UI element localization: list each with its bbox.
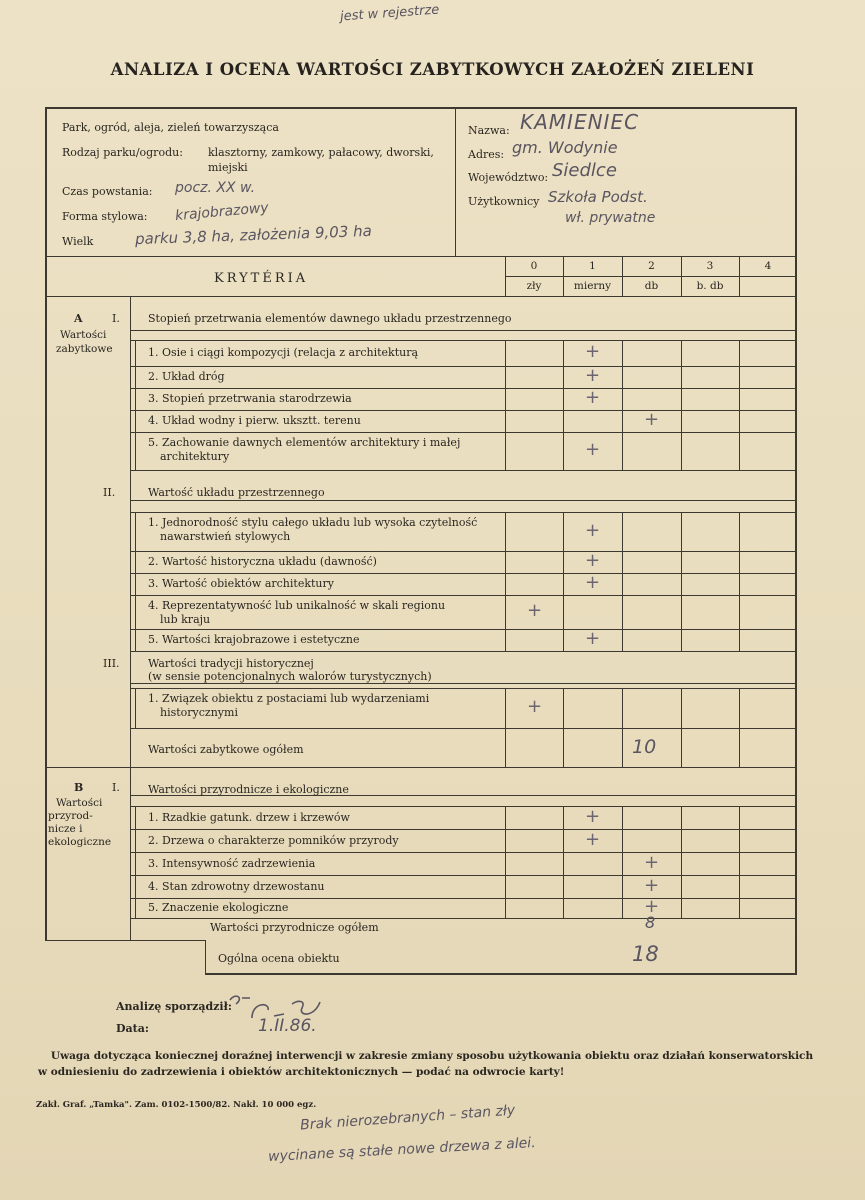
- scale-col-3-name: b. db: [696, 280, 724, 292]
- row-line: [131, 340, 797, 341]
- col-line: [563, 595, 564, 629]
- group-3-heading-2: (w sensie potencjonalnych walorów turystycznych): [148, 670, 432, 683]
- note-line-1: Uwaga dotycząca koniecznej doraźnej interwencji w zakresie zmiany sposobu użytkowania obiektu oraz działań konserwatorskich: [50, 1050, 814, 1062]
- col-line: [505, 829, 506, 852]
- section-a-letter: A: [74, 312, 83, 325]
- row-tick: [135, 340, 136, 366]
- col-line: [505, 551, 506, 573]
- criterion-label-2: lub kraju: [160, 613, 211, 626]
- print-info: Zakł. Graf. „Tamka". Zam. 0102-1500/82. Nakł. 10 000 egz.: [36, 1100, 317, 1110]
- note-line-2: w odniesieniu do zadrzewienia i obiektów architektonicznych — podać na odwrocie karty!: [38, 1066, 565, 1078]
- criterion-mark: +: [585, 387, 601, 408]
- criterion-mark: +: [585, 439, 601, 460]
- row-line: [131, 432, 797, 433]
- row-tick: [135, 432, 136, 470]
- col-line: [622, 688, 623, 728]
- col-line: [622, 432, 623, 470]
- scale-col-3-num: 3: [706, 260, 714, 272]
- users-value-2: wł. prywatne: [565, 210, 656, 226]
- total-col-line: [622, 728, 623, 767]
- col-line: [739, 875, 740, 898]
- group-2-heading: Wartość układu przestrzennego: [148, 486, 325, 499]
- style-label: Forma stylowa:: [62, 210, 148, 223]
- col-line: [505, 898, 506, 918]
- frame-right: [795, 107, 797, 974]
- group-line: [131, 683, 797, 684]
- criterion-label: 1. Osie i ciągi kompozycji (relacja z architekturą: [148, 346, 419, 359]
- users-label: Użytkownicy: [468, 195, 540, 208]
- style-value: krajobrazowy: [174, 199, 270, 225]
- col-line: [681, 898, 682, 918]
- row-tick: [135, 898, 136, 918]
- col-line: [739, 551, 740, 573]
- criterion-label: 3. Intensywność zadrzewienia: [148, 856, 316, 870]
- criterion-label: 1. Związek obiektu z postaciami lub wydarzeniami: [148, 692, 430, 705]
- registry-annotation: jest w rejestrze: [339, 2, 440, 25]
- col-line: [681, 512, 682, 551]
- col-line: [622, 595, 623, 629]
- address-label: Adres:: [468, 148, 505, 161]
- section-b-roman: I.: [112, 781, 120, 794]
- frame-overall-left: [205, 940, 206, 975]
- row-line: [131, 728, 797, 729]
- col-line: [739, 340, 740, 366]
- row-tick: [135, 629, 136, 651]
- col-line: [622, 806, 623, 829]
- criterion-label: 1. Jednorodność stylu całego układu lub wysoka czytelność: [148, 516, 478, 529]
- row-tick: [135, 688, 136, 728]
- criterion-label-2: nawarstwień stylowych: [160, 530, 291, 543]
- kind-options-2: miejski: [208, 161, 248, 174]
- handwritten-note-1: Brak nierozebranych – stan zły: [299, 1102, 516, 1134]
- criterion-mark: +: [585, 365, 601, 386]
- col-line: [505, 388, 506, 410]
- col-line: [681, 410, 682, 432]
- time-label: Czas powstania:: [62, 185, 153, 198]
- col-line: [622, 829, 623, 852]
- col-line: [505, 688, 506, 728]
- row-tick: [135, 595, 136, 629]
- row-tick: [135, 512, 136, 551]
- col-line: [505, 595, 506, 629]
- col-line: [505, 852, 506, 875]
- criterion-mark: +: [585, 341, 601, 362]
- row-line: [131, 551, 797, 552]
- group-1-heading: Stopień przetrwania elementów dawnego układu przestrzennego: [148, 312, 512, 325]
- row-tick: [135, 410, 136, 432]
- row-line: [131, 366, 797, 367]
- criterion-mark: +: [527, 696, 543, 717]
- scale-col-0-num: 0: [530, 260, 538, 272]
- col-line: [739, 388, 740, 410]
- col-line: [622, 875, 623, 898]
- col-line: [622, 366, 623, 388]
- scale-col-0-name: zły: [526, 280, 542, 292]
- criterion-label: 4. Układ wodny i pierw. uksztt. terenu: [148, 414, 361, 427]
- criterion-label: 4. Stan zdrowotny drzewostanu: [148, 879, 325, 893]
- col-line: [622, 340, 623, 366]
- total-col-line: [505, 728, 506, 767]
- section-a-roman: I.: [112, 312, 120, 325]
- col-line: [681, 688, 682, 728]
- frame-bottom-left: [45, 940, 205, 941]
- criterion-label: 5. Wartości krajobrazowe i estetyczne: [148, 633, 360, 646]
- col-line: [681, 629, 682, 651]
- scale-col-2-name: db: [644, 280, 659, 292]
- overall-value: 18: [632, 942, 659, 966]
- col-line: [505, 573, 506, 595]
- criterion-mark: +: [527, 600, 543, 621]
- col-line: [681, 366, 682, 388]
- col-line: [505, 410, 506, 432]
- col-line: [739, 410, 740, 432]
- section-b-title-4: ekologiczne: [48, 836, 112, 848]
- col-line: [563, 688, 564, 728]
- author-label: Analizę sporządził:: [116, 1000, 232, 1013]
- name-label: Nazwa:: [468, 124, 510, 137]
- row-line: [131, 918, 797, 919]
- col-line: [739, 688, 740, 728]
- overall-label: Ogólna ocena obiektu: [218, 952, 340, 965]
- handwritten-note-2: wycinane są stałe nowe drzewa z alei.: [267, 1135, 536, 1165]
- frame-bottom: [205, 973, 797, 975]
- section-b-heading: Wartości przyrodnicze i ekologiczne: [148, 783, 349, 796]
- col-line: [505, 875, 506, 898]
- col-line: [739, 898, 740, 918]
- col-line: [622, 898, 623, 918]
- page-title: ANALIZA I OCENA WARTOŚCI ZABYTKOWYCH ZAŁOŻEŃ ZIELENI: [110, 60, 755, 79]
- section-a-title-2: zabytkowe: [56, 343, 113, 355]
- frame-left: [45, 107, 47, 941]
- col-line: [505, 806, 506, 829]
- header-divider: [455, 107, 456, 257]
- criterion-mark: +: [644, 874, 660, 896]
- col-line: [563, 388, 564, 410]
- row-tick: [135, 875, 136, 898]
- col-line: [563, 366, 564, 388]
- type-label: Park, ogród, aleja, zieleń towarzysząca: [62, 121, 279, 134]
- kind-options: klasztorny, zamkowy, pałacowy, dworski,: [208, 146, 434, 159]
- section-a-total-label: Wartości zabytkowe ogółem: [148, 743, 304, 756]
- scale-mid-line: [505, 276, 797, 277]
- col-line: [739, 595, 740, 629]
- name-value: KAMIENIEC: [520, 110, 640, 134]
- col-line: [505, 366, 506, 388]
- col-line: [563, 551, 564, 573]
- group-3-heading: Wartości tradycji historycznej: [148, 657, 314, 670]
- row-tick: [135, 573, 136, 595]
- section-b-title-3: nicze i: [48, 823, 83, 835]
- row-line: [131, 629, 797, 630]
- criteria-label: KRYTÉRIA: [214, 271, 309, 286]
- col-line: [622, 410, 623, 432]
- col-line: [563, 340, 564, 366]
- scale-col-1-name: mierny: [573, 280, 612, 292]
- group-2-roman: II.: [103, 486, 116, 499]
- date-value: 1.II.86.: [258, 1016, 317, 1036]
- col-line: [739, 806, 740, 829]
- col-line: [563, 875, 564, 898]
- total-col-line: [563, 728, 564, 767]
- row-line: [131, 651, 797, 652]
- scale-col-2-num: 2: [648, 260, 655, 272]
- total-col-line: [739, 728, 740, 767]
- criterion-label: 3. Stopień przetrwania starodrzewia: [148, 392, 352, 405]
- col-line: [505, 512, 506, 551]
- col-line: [563, 432, 564, 470]
- criterion-mark: +: [585, 550, 601, 571]
- col-line: [681, 573, 682, 595]
- section-divider: [130, 296, 131, 940]
- criterion-label: 2. Układ dróg: [148, 370, 225, 383]
- section-b-title-2: przyrod-: [48, 810, 93, 822]
- size-value: parku 3,8 ha, założenia 9,03 ha: [134, 221, 373, 249]
- criterion-mark: +: [644, 851, 660, 873]
- col-line: [563, 852, 564, 875]
- col-line: [681, 432, 682, 470]
- col-line: [681, 875, 682, 898]
- col-line: [505, 340, 506, 366]
- criterion-label: 2. Wartość historyczna układu (dawność): [148, 555, 377, 568]
- criterion-label: 5. Znaczenie ekologiczne: [148, 901, 289, 914]
- address-value: gm. Wodynie: [512, 138, 618, 157]
- criterion-label: 4. Reprezentatywność lub unikalność w skali regionu: [148, 599, 446, 612]
- scale-col-1-num: 1: [589, 260, 596, 272]
- row-line: [131, 410, 797, 411]
- criterion-mark: +: [585, 805, 601, 827]
- total-col-line: [681, 728, 682, 767]
- section-a-total-value: 10: [632, 736, 657, 758]
- section-b-total-value: 8: [645, 913, 656, 932]
- header-bottom: [45, 256, 797, 257]
- row-line: [131, 806, 797, 807]
- row-tick: [135, 551, 136, 573]
- section-a-title-1: Wartości: [60, 329, 107, 341]
- time-value: pocz. XX w.: [175, 180, 256, 196]
- row-tick: [135, 852, 136, 875]
- section-b-title-1: Wartości: [56, 797, 103, 809]
- row-line: [131, 852, 797, 853]
- col-line: [622, 388, 623, 410]
- col-line: [739, 852, 740, 875]
- criterion-mark: +: [585, 628, 601, 649]
- col-line: [681, 551, 682, 573]
- criterion-mark: +: [585, 519, 601, 541]
- col-line: [681, 595, 682, 629]
- col-line: [622, 551, 623, 573]
- voivodeship-label: Województwo:: [468, 171, 549, 184]
- col-line: [563, 410, 564, 432]
- criterion-label-2: architektury: [160, 450, 230, 463]
- col-line: [622, 852, 623, 875]
- kind-label: Rodzaj parku/ogrodu:: [62, 146, 183, 159]
- criterion-mark: +: [585, 572, 601, 593]
- row-tick: [135, 388, 136, 410]
- row-line: [131, 829, 797, 830]
- col-line: [622, 629, 623, 651]
- row-line: [131, 875, 797, 876]
- col-line: [681, 340, 682, 366]
- group-line: [131, 500, 797, 501]
- col-line: [563, 573, 564, 595]
- row-line: [131, 573, 797, 574]
- section-b-letter: B: [74, 781, 84, 794]
- col-line: [739, 829, 740, 852]
- size-label: Wielk: [62, 235, 94, 248]
- col-line: [622, 512, 623, 551]
- criterion-label: 3. Wartość obiektów architektury: [148, 577, 334, 590]
- scale-col-4-num: 4: [764, 260, 772, 272]
- col-line: [681, 829, 682, 852]
- col-line: [681, 388, 682, 410]
- col-line: [563, 806, 564, 829]
- row-tick: [135, 366, 136, 388]
- scale-header-bottom: [45, 296, 797, 297]
- row-line: [131, 595, 797, 596]
- col-line: [681, 852, 682, 875]
- col-line: [563, 512, 564, 551]
- row-line: [131, 898, 797, 899]
- criterion-label: 5. Zachowanie dawnych elementów architektury i małej: [148, 436, 461, 449]
- col-line: [563, 629, 564, 651]
- criterion-label: 2. Drzewa o charakterze pomników przyrody: [148, 833, 399, 847]
- col-line: [739, 432, 740, 470]
- section-b-top: [45, 767, 797, 768]
- group-line: [131, 330, 797, 331]
- criterion-label-2: historycznymi: [160, 706, 238, 719]
- voivodeship-value: Siedlce: [552, 160, 617, 181]
- col-line: [563, 829, 564, 852]
- criterion-mark: +: [585, 828, 601, 850]
- criterion-label: 1. Rzadkie gatunk. drzew i krzewów: [148, 810, 350, 824]
- criterion-mark: +: [644, 409, 660, 430]
- col-line: [563, 898, 564, 918]
- col-line: [739, 366, 740, 388]
- col-line: [739, 573, 740, 595]
- date-label: Data:: [116, 1022, 149, 1035]
- row-line: [131, 512, 797, 513]
- users-value-1: Szkoła Podst.: [548, 188, 648, 206]
- row-line: [131, 388, 797, 389]
- group-3-roman: III.: [103, 657, 120, 670]
- row-line: [131, 470, 797, 471]
- row-line: [131, 688, 797, 689]
- row-tick: [135, 829, 136, 852]
- frame-top: [45, 107, 797, 109]
- col-line: [739, 629, 740, 651]
- section-b-total-label: Wartości przyrodnicze ogółem: [210, 921, 379, 934]
- criterion-mark: +: [644, 896, 660, 917]
- col-line: [505, 432, 506, 470]
- col-line: [505, 629, 506, 651]
- col-line: [739, 512, 740, 551]
- col-line: [622, 573, 623, 595]
- col-line: [681, 806, 682, 829]
- row-tick: [135, 806, 136, 829]
